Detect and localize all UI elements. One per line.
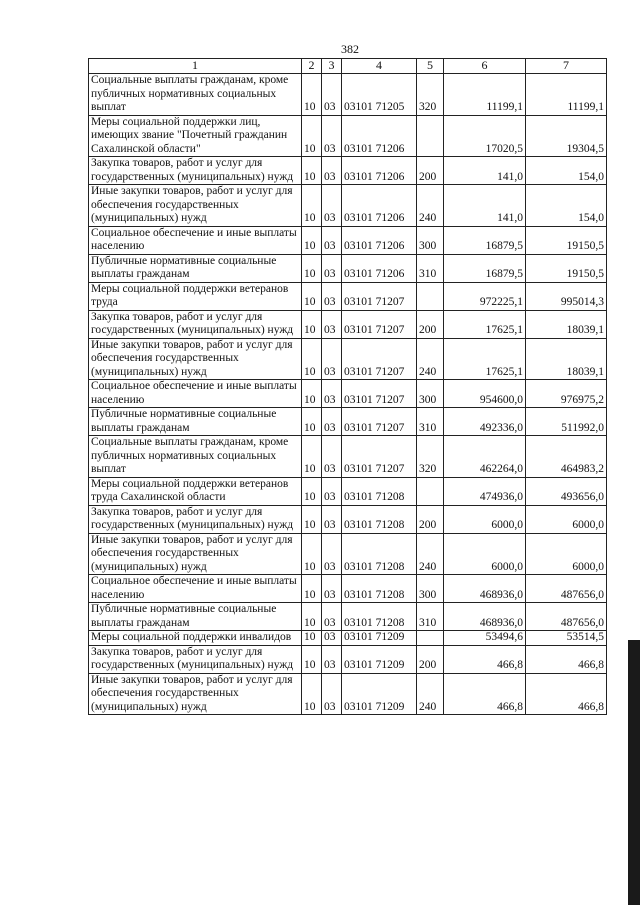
table-row xyxy=(89,436,607,478)
target-article-code: 03101 71207 xyxy=(342,338,417,380)
subsection-code: 03 xyxy=(322,282,342,310)
amount-year-1: 466,8 xyxy=(444,673,526,715)
section-code: 10 xyxy=(302,505,322,533)
expense-type-code xyxy=(417,477,444,505)
amount-year-1: 462264,0 xyxy=(444,436,526,478)
expense-type-code: 200 xyxy=(417,310,444,338)
expense-type-code xyxy=(417,115,444,157)
amount-year-2: 466,8 xyxy=(526,673,607,715)
row-label: Публичные нормативные социальные выплаты гражданам xyxy=(89,603,302,631)
target-article-code: 03101 71206 xyxy=(342,185,417,227)
amount-year-2: 493656,0 xyxy=(526,477,607,505)
section-code: 10 xyxy=(302,575,322,603)
table-row xyxy=(89,338,607,380)
subsection-code: 03 xyxy=(322,603,342,631)
section-code: 10 xyxy=(302,380,322,408)
subsection-code: 03 xyxy=(322,254,342,282)
amount-year-1: 492336,0 xyxy=(444,408,526,436)
section-code: 10 xyxy=(302,115,322,157)
expense-type-code: 240 xyxy=(417,673,444,715)
table-header-row xyxy=(89,59,607,74)
amount-year-1: 466,8 xyxy=(444,645,526,673)
section-code: 10 xyxy=(302,282,322,310)
amount-year-2: 11199,1 xyxy=(526,74,607,116)
amount-year-1: 53494,6 xyxy=(444,631,526,646)
column-header: 4 xyxy=(342,59,417,74)
amount-year-2: 18039,1 xyxy=(526,338,607,380)
subsection-code: 03 xyxy=(322,380,342,408)
target-article-code: 03101 71208 xyxy=(342,505,417,533)
row-label: Социальное обеспечение и иные выплаты населению xyxy=(89,380,302,408)
row-label: Закупка товаров, работ и услуг для государственных (муниципальных) нужд xyxy=(89,505,302,533)
expense-type-code xyxy=(417,631,444,646)
expense-type-code: 200 xyxy=(417,157,444,185)
amount-year-1: 474936,0 xyxy=(444,477,526,505)
column-header: 2 xyxy=(302,59,322,74)
table-row xyxy=(89,408,607,436)
expense-type-code: 310 xyxy=(417,254,444,282)
amount-year-2: 976975,2 xyxy=(526,380,607,408)
budget-table xyxy=(88,58,607,715)
subsection-code: 03 xyxy=(322,477,342,505)
expense-type-code xyxy=(417,282,444,310)
section-code: 10 xyxy=(302,254,322,282)
amount-year-1: 141,0 xyxy=(444,185,526,227)
section-code: 10 xyxy=(302,310,322,338)
section-code: 10 xyxy=(302,338,322,380)
table-row xyxy=(89,477,607,505)
expense-type-code: 300 xyxy=(417,575,444,603)
amount-year-2: 6000,0 xyxy=(526,505,607,533)
target-article-code: 03101 71206 xyxy=(342,115,417,157)
table-row xyxy=(89,115,607,157)
expense-type-code: 240 xyxy=(417,338,444,380)
subsection-code: 03 xyxy=(322,338,342,380)
column-header: 6 xyxy=(444,59,526,74)
scan-edge-shadow xyxy=(628,640,640,905)
subsection-code: 03 xyxy=(322,505,342,533)
target-article-code: 03101 71209 xyxy=(342,645,417,673)
target-article-code: 03101 71208 xyxy=(342,575,417,603)
amount-year-1: 17020,5 xyxy=(444,115,526,157)
amount-year-2: 511992,0 xyxy=(526,408,607,436)
section-code: 10 xyxy=(302,436,322,478)
section-code: 10 xyxy=(302,185,322,227)
amount-year-1: 16879,5 xyxy=(444,254,526,282)
page-number: 382 xyxy=(341,42,359,56)
table-row xyxy=(89,254,607,282)
row-label: Социальное обеспечение и иные выплаты населению xyxy=(89,226,302,254)
amount-year-2: 6000,0 xyxy=(526,533,607,575)
subsection-code: 03 xyxy=(322,74,342,116)
target-article-code: 03101 71207 xyxy=(342,436,417,478)
column-header: 5 xyxy=(417,59,444,74)
amount-year-1: 17625,1 xyxy=(444,310,526,338)
table-row xyxy=(89,185,607,227)
table-row xyxy=(89,282,607,310)
table-row xyxy=(89,603,607,631)
row-label: Иные закупки товаров, работ и услуг для обеспечения государственных (муниципальных) нужд xyxy=(89,185,302,227)
table-row xyxy=(89,631,607,646)
row-label: Меры социальной поддержки ветеранов труда Сахалинской области xyxy=(89,477,302,505)
table-row xyxy=(89,380,607,408)
amount-year-2: 487656,0 xyxy=(526,603,607,631)
table-row xyxy=(89,157,607,185)
subsection-code: 03 xyxy=(322,115,342,157)
target-article-code: 03101 71207 xyxy=(342,408,417,436)
target-article-code: 03101 71208 xyxy=(342,477,417,505)
expense-type-code: 200 xyxy=(417,505,444,533)
expense-type-code: 300 xyxy=(417,226,444,254)
section-code: 10 xyxy=(302,408,322,436)
target-article-code: 03101 71206 xyxy=(342,226,417,254)
table-row xyxy=(89,645,607,673)
subsection-code: 03 xyxy=(322,645,342,673)
subsection-code: 03 xyxy=(322,226,342,254)
amount-year-1: 954600,0 xyxy=(444,380,526,408)
amount-year-2: 154,0 xyxy=(526,185,607,227)
column-header: 3 xyxy=(322,59,342,74)
row-label: Иные закупки товаров, работ и услуг для обеспечения государственных (муниципальных) нужд xyxy=(89,533,302,575)
row-label: Иные закупки товаров, работ и услуг для обеспечения государственных (муниципальных) нужд xyxy=(89,338,302,380)
subsection-code: 03 xyxy=(322,157,342,185)
table-body xyxy=(89,74,607,715)
section-code: 10 xyxy=(302,603,322,631)
table-row xyxy=(89,673,607,715)
section-code: 10 xyxy=(302,673,322,715)
subsection-code: 03 xyxy=(322,533,342,575)
amount-year-2: 487656,0 xyxy=(526,575,607,603)
table-row xyxy=(89,74,607,116)
table-row xyxy=(89,575,607,603)
amount-year-1: 972225,1 xyxy=(444,282,526,310)
amount-year-1: 468936,0 xyxy=(444,575,526,603)
section-code: 10 xyxy=(302,477,322,505)
target-article-code: 03101 71207 xyxy=(342,310,417,338)
amount-year-2: 18039,1 xyxy=(526,310,607,338)
subsection-code: 03 xyxy=(322,575,342,603)
amount-year-2: 19150,5 xyxy=(526,254,607,282)
expense-type-code: 320 xyxy=(417,436,444,478)
amount-year-1: 468936,0 xyxy=(444,603,526,631)
amount-year-1: 6000,0 xyxy=(444,505,526,533)
row-label: Социальные выплаты гражданам, кроме публичных нормативных социальных выплат xyxy=(89,74,302,116)
amount-year-1: 17625,1 xyxy=(444,338,526,380)
target-article-code: 03101 71206 xyxy=(342,254,417,282)
target-article-code: 03101 71205 xyxy=(342,74,417,116)
target-article-code: 03101 71207 xyxy=(342,282,417,310)
section-code: 10 xyxy=(302,157,322,185)
target-article-code: 03101 71208 xyxy=(342,533,417,575)
row-label: Закупка товаров, работ и услуг для государственных (муниципальных) нужд xyxy=(89,645,302,673)
subsection-code: 03 xyxy=(322,436,342,478)
amount-year-2: 466,8 xyxy=(526,645,607,673)
target-article-code: 03101 71208 xyxy=(342,603,417,631)
subsection-code: 03 xyxy=(322,631,342,646)
subsection-code: 03 xyxy=(322,310,342,338)
row-label: Закупка товаров, работ и услуг для государственных (муниципальных) нужд xyxy=(89,157,302,185)
expense-type-code: 310 xyxy=(417,408,444,436)
row-label: Меры социальной поддержки ветеранов труда xyxy=(89,282,302,310)
section-code: 10 xyxy=(302,226,322,254)
row-label: Закупка товаров, работ и услуг для государственных (муниципальных) нужд xyxy=(89,310,302,338)
table-row xyxy=(89,533,607,575)
amount-year-1: 141,0 xyxy=(444,157,526,185)
section-code: 10 xyxy=(302,645,322,673)
amount-year-2: 154,0 xyxy=(526,157,607,185)
amount-year-2: 464983,2 xyxy=(526,436,607,478)
target-article-code: 03101 71209 xyxy=(342,631,417,646)
row-label: Публичные нормативные социальные выплаты гражданам xyxy=(89,408,302,436)
table-row xyxy=(89,505,607,533)
expense-type-code: 240 xyxy=(417,533,444,575)
amount-year-2: 53514,5 xyxy=(526,631,607,646)
subsection-code: 03 xyxy=(322,408,342,436)
column-header: 7 xyxy=(526,59,607,74)
expense-type-code: 300 xyxy=(417,380,444,408)
table-row xyxy=(89,226,607,254)
row-label: Социальное обеспечение и иные выплаты населению xyxy=(89,575,302,603)
section-code: 10 xyxy=(302,631,322,646)
expense-type-code: 200 xyxy=(417,645,444,673)
amount-year-2: 19150,5 xyxy=(526,226,607,254)
amount-year-1: 6000,0 xyxy=(444,533,526,575)
expense-type-code: 240 xyxy=(417,185,444,227)
section-code: 10 xyxy=(302,533,322,575)
amount-year-1: 11199,1 xyxy=(444,74,526,116)
expense-type-code: 320 xyxy=(417,74,444,116)
section-code: 10 xyxy=(302,74,322,116)
row-label: Меры социальной поддержки лиц, имеющих звание "Почетный гражданин Сахалинской области" xyxy=(89,115,302,157)
row-label: Меры социальной поддержки инвалидов xyxy=(89,631,302,646)
target-article-code: 03101 71209 xyxy=(342,673,417,715)
subsection-code: 03 xyxy=(322,185,342,227)
table-row xyxy=(89,310,607,338)
amount-year-2: 19304,5 xyxy=(526,115,607,157)
expense-type-code: 310 xyxy=(417,603,444,631)
column-header: 1 xyxy=(89,59,302,74)
row-label: Социальные выплаты гражданам, кроме публичных нормативных социальных выплат xyxy=(89,436,302,478)
target-article-code: 03101 71207 xyxy=(342,380,417,408)
row-label: Публичные нормативные социальные выплаты гражданам xyxy=(89,254,302,282)
amount-year-2: 995014,3 xyxy=(526,282,607,310)
amount-year-1: 16879,5 xyxy=(444,226,526,254)
target-article-code: 03101 71206 xyxy=(342,157,417,185)
row-label: Иные закупки товаров, работ и услуг для обеспечения государственных (муниципальных) нужд xyxy=(89,673,302,715)
subsection-code: 03 xyxy=(322,673,342,715)
